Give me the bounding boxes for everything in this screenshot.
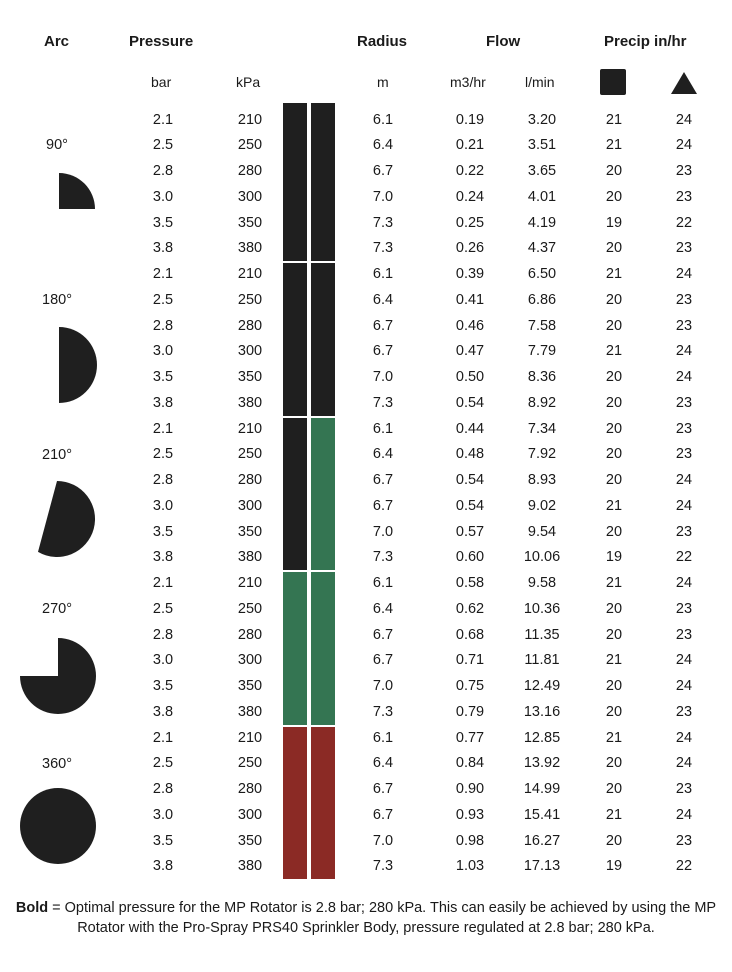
cell-precip-triangle: 24 bbox=[675, 369, 693, 385]
cell-kpa: 350 bbox=[237, 832, 263, 849]
cell-precip-triangle: 23 bbox=[675, 832, 693, 849]
unit-m3hr: m3/hr bbox=[450, 74, 486, 90]
cell-kpa: 380 bbox=[237, 394, 263, 411]
cell-radius: 6.4 bbox=[372, 755, 394, 772]
cell-precip-triangle: 24 bbox=[675, 806, 693, 823]
cell-bar: 3.0 bbox=[152, 497, 174, 514]
unit-bar: bar bbox=[151, 74, 172, 90]
cell-radius: 6.4 bbox=[372, 137, 394, 154]
cell-lmin: 3.51 bbox=[527, 137, 557, 154]
cell-precip-triangle: 24 bbox=[675, 497, 693, 514]
cell-lmin: 12.85 bbox=[523, 729, 561, 746]
cell-kpa: 380 bbox=[237, 858, 263, 875]
cell-lmin: 7.92 bbox=[527, 446, 557, 463]
cell-precip-triangle: 24 bbox=[675, 472, 693, 488]
cell-precip-triangle: 22 bbox=[675, 549, 693, 566]
unit-m: m bbox=[377, 74, 389, 90]
cell-m3hr: 0.47 bbox=[455, 343, 485, 360]
cell-precip-triangle: 24 bbox=[675, 137, 693, 154]
cell-precip-triangle: 23 bbox=[675, 188, 693, 205]
cell-kpa: 210 bbox=[237, 729, 263, 746]
cell-radius: 7.0 bbox=[372, 832, 394, 849]
cell-lmin: 13.16 bbox=[523, 703, 561, 720]
cell-precip-square: 20 bbox=[605, 703, 623, 720]
footer-text: = Optimal pressure for the MP Rotator is 2.8 bar; 280 kPa. This can easily be achieved by using the MP Rotator with the Pro-Spray PRS40 Sprinkler Body, pressure regulated at 2.8 bar; 280 kPa. bbox=[48, 900, 717, 936]
cell-m3hr: 0.58 bbox=[455, 575, 485, 591]
cell-bar: 2.1 bbox=[152, 420, 174, 437]
cell-bar: 2.1 bbox=[152, 111, 174, 128]
cell-radius: 6.7 bbox=[372, 472, 394, 488]
cell-radius: 6.7 bbox=[372, 806, 394, 823]
cell-kpa: 210 bbox=[237, 575, 263, 591]
cell-bar: 3.0 bbox=[152, 188, 174, 205]
cell-lmin: 16.27 bbox=[523, 832, 561, 849]
header-pressure: Pressure bbox=[129, 33, 194, 50]
cell-bar: 2.8 bbox=[152, 472, 174, 488]
cell-precip-triangle: 24 bbox=[675, 678, 693, 694]
cell-precip-square: 20 bbox=[605, 626, 623, 643]
cell-precip-triangle: 23 bbox=[675, 240, 693, 257]
cell-radius: 6.7 bbox=[372, 781, 394, 797]
cell-lmin: 17.13 bbox=[523, 858, 561, 875]
cell-lmin: 10.06 bbox=[523, 549, 561, 566]
cell-m3hr: 0.21 bbox=[455, 137, 485, 154]
cell-radius: 7.3 bbox=[372, 214, 394, 231]
cell-kpa: 210 bbox=[237, 111, 263, 128]
cell-radius: 6.4 bbox=[372, 291, 394, 308]
cell-lmin: 4.37 bbox=[527, 240, 557, 257]
cell-kpa: 250 bbox=[237, 446, 263, 463]
arc-label: 210° bbox=[42, 447, 72, 463]
header-arc: Arc bbox=[44, 33, 70, 50]
cell-m3hr: 0.57 bbox=[455, 523, 485, 540]
cell-lmin: 8.93 bbox=[527, 472, 557, 488]
cell-precip-square: 21 bbox=[605, 497, 623, 514]
cell-precip-square: 20 bbox=[605, 446, 623, 463]
cell-radius: 6.4 bbox=[372, 600, 394, 617]
cell-m3hr: 0.39 bbox=[455, 266, 485, 282]
cell-m3hr: 0.25 bbox=[455, 214, 485, 231]
cell-precip-square: 21 bbox=[605, 652, 623, 669]
cell-kpa: 210 bbox=[237, 266, 263, 282]
cell-lmin: 8.36 bbox=[527, 369, 557, 385]
cell-precip-square: 20 bbox=[605, 163, 623, 179]
cell-precip-triangle: 24 bbox=[675, 729, 693, 746]
cell-bar: 3.5 bbox=[152, 832, 174, 849]
optimal-pressure-bar bbox=[283, 418, 307, 571]
unit-kpa: kPa bbox=[236, 74, 261, 90]
cell-lmin: 11.35 bbox=[524, 626, 560, 643]
cell-m3hr: 0.90 bbox=[455, 781, 485, 797]
arc-label: 90° bbox=[46, 137, 68, 153]
cell-bar: 2.5 bbox=[152, 600, 174, 617]
cell-precip-square: 21 bbox=[605, 137, 623, 154]
cell-radius: 7.3 bbox=[372, 858, 394, 875]
cell-precip-triangle: 23 bbox=[675, 781, 693, 797]
cell-kpa: 280 bbox=[237, 781, 263, 797]
header-flow: Flow bbox=[486, 33, 521, 50]
cell-precip-square: 20 bbox=[605, 472, 623, 488]
cell-radius: 7.3 bbox=[372, 240, 394, 257]
square-icon bbox=[600, 69, 626, 95]
cell-lmin: 15.41 bbox=[523, 806, 561, 823]
cell-precip-square: 19 bbox=[605, 549, 623, 566]
cell-radius: 6.7 bbox=[372, 626, 394, 643]
optimal-pressure-bar bbox=[311, 418, 335, 571]
three-quarter-circle-icon bbox=[18, 636, 98, 716]
cell-bar: 3.5 bbox=[152, 678, 174, 694]
cell-kpa: 300 bbox=[237, 652, 263, 669]
optimal-pressure-bar bbox=[311, 103, 335, 262]
cell-bar: 2.1 bbox=[152, 575, 174, 591]
cell-radius: 6.1 bbox=[372, 111, 394, 128]
cell-radius: 7.3 bbox=[372, 394, 394, 411]
cell-kpa: 250 bbox=[237, 137, 263, 154]
cell-precip-square: 20 bbox=[605, 781, 623, 797]
arc-label: 180° bbox=[42, 292, 72, 308]
cell-precip-square: 19 bbox=[605, 214, 623, 231]
cell-m3hr: 0.44 bbox=[455, 420, 485, 437]
triangle-icon bbox=[671, 72, 697, 94]
cell-m3hr: 0.22 bbox=[455, 163, 485, 179]
cell-precip-triangle: 23 bbox=[675, 420, 693, 437]
cell-precip-triangle: 23 bbox=[675, 291, 693, 308]
cell-m3hr: 0.62 bbox=[455, 600, 485, 617]
cell-radius: 7.3 bbox=[372, 703, 394, 720]
cell-precip-square: 21 bbox=[605, 806, 623, 823]
cell-m3hr: 0.50 bbox=[455, 369, 485, 385]
cell-bar: 3.8 bbox=[152, 394, 174, 411]
cell-m3hr: 0.75 bbox=[455, 678, 485, 694]
cell-precip-triangle: 24 bbox=[675, 755, 693, 772]
cell-precip-triangle: 23 bbox=[675, 317, 693, 334]
cell-precip-square: 21 bbox=[605, 343, 623, 360]
cell-m3hr: 0.84 bbox=[455, 755, 485, 772]
cell-lmin: 9.58 bbox=[527, 575, 557, 591]
cell-m3hr: 1.03 bbox=[455, 858, 485, 875]
cell-bar: 2.8 bbox=[152, 781, 174, 797]
cell-bar: 2.8 bbox=[152, 163, 174, 179]
header-precip: Precip in/hr bbox=[604, 33, 687, 50]
cell-m3hr: 0.98 bbox=[455, 832, 485, 849]
cell-precip-square: 20 bbox=[605, 755, 623, 772]
cell-bar: 2.5 bbox=[152, 137, 174, 154]
header-radius: Radius bbox=[357, 33, 408, 50]
optimal-pressure-bar bbox=[283, 727, 307, 880]
cell-precip-triangle: 24 bbox=[675, 111, 693, 128]
cell-precip-square: 20 bbox=[605, 420, 623, 437]
cell-radius: 6.1 bbox=[372, 420, 394, 437]
cell-lmin: 14.99 bbox=[523, 781, 561, 797]
cell-m3hr: 0.19 bbox=[455, 111, 485, 128]
cell-radius: 6.1 bbox=[372, 266, 394, 282]
cell-kpa: 350 bbox=[237, 678, 263, 694]
cell-precip-triangle: 23 bbox=[675, 163, 693, 179]
cell-precip-triangle: 23 bbox=[675, 703, 693, 720]
cell-kpa: 280 bbox=[237, 317, 263, 334]
cell-kpa: 350 bbox=[237, 369, 263, 385]
cell-precip-square: 21 bbox=[605, 111, 623, 128]
cell-bar: 3.8 bbox=[152, 240, 174, 257]
cell-kpa: 300 bbox=[237, 497, 263, 514]
cell-kpa: 300 bbox=[237, 188, 263, 205]
cell-kpa: 380 bbox=[237, 240, 263, 257]
cell-bar: 3.5 bbox=[152, 369, 174, 385]
cell-m3hr: 0.71 bbox=[455, 652, 485, 669]
cell-precip-triangle: 24 bbox=[675, 575, 693, 591]
optimal-pressure-bar bbox=[311, 263, 335, 416]
cell-radius: 6.7 bbox=[372, 652, 394, 669]
cell-kpa: 350 bbox=[237, 214, 263, 231]
cell-lmin: 13.92 bbox=[523, 755, 561, 772]
cell-lmin: 7.58 bbox=[527, 317, 557, 334]
cell-lmin: 3.20 bbox=[527, 111, 557, 128]
cell-m3hr: 0.48 bbox=[455, 446, 485, 463]
footer-note bbox=[10, 898, 722, 938]
cell-radius: 6.7 bbox=[372, 317, 394, 334]
optimal-pressure-bar bbox=[283, 103, 307, 262]
cell-bar: 3.0 bbox=[152, 806, 174, 823]
cell-radius: 7.3 bbox=[372, 549, 394, 566]
cell-m3hr: 0.54 bbox=[455, 394, 485, 411]
cell-radius: 7.0 bbox=[372, 523, 394, 540]
cell-lmin: 7.79 bbox=[527, 343, 557, 360]
cell-precip-square: 20 bbox=[605, 600, 623, 617]
cell-m3hr: 0.26 bbox=[455, 240, 485, 257]
cell-bar: 3.8 bbox=[152, 549, 174, 566]
cell-precip-square: 20 bbox=[605, 240, 623, 257]
cell-precip-square: 21 bbox=[605, 266, 623, 282]
cell-kpa: 210 bbox=[237, 420, 263, 437]
cell-precip-triangle: 23 bbox=[675, 626, 693, 643]
cell-kpa: 380 bbox=[237, 549, 263, 566]
cell-precip-square: 20 bbox=[605, 678, 623, 694]
cell-lmin: 3.65 bbox=[527, 163, 557, 179]
cell-kpa: 280 bbox=[237, 472, 263, 488]
cell-kpa: 250 bbox=[237, 755, 263, 772]
cell-bar: 3.0 bbox=[152, 343, 174, 360]
cell-kpa: 300 bbox=[237, 343, 263, 360]
unit-lmin: l/min bbox=[525, 74, 555, 90]
cell-bar: 3.8 bbox=[152, 858, 174, 875]
cell-radius: 6.4 bbox=[372, 446, 394, 463]
cell-precip-triangle: 23 bbox=[675, 523, 693, 540]
cell-precip-square: 20 bbox=[605, 369, 623, 385]
cell-lmin: 9.02 bbox=[527, 497, 557, 514]
cell-radius: 6.1 bbox=[372, 729, 394, 746]
cell-bar: 3.0 bbox=[152, 652, 174, 669]
cell-bar: 3.8 bbox=[152, 703, 174, 720]
cell-lmin: 6.86 bbox=[527, 291, 557, 308]
cell-precip-square: 20 bbox=[605, 523, 623, 540]
cell-m3hr: 0.24 bbox=[455, 188, 485, 205]
cell-m3hr: 0.77 bbox=[455, 729, 485, 746]
optimal-pressure-bar bbox=[311, 727, 335, 880]
cell-bar: 2.1 bbox=[152, 266, 174, 282]
cell-bar: 2.1 bbox=[152, 729, 174, 746]
optimal-pressure-bar bbox=[311, 572, 335, 725]
cell-precip-triangle: 24 bbox=[675, 343, 693, 360]
cell-precip-triangle: 22 bbox=[675, 214, 693, 231]
cell-bar: 2.8 bbox=[152, 626, 174, 643]
cell-m3hr: 0.41 bbox=[455, 291, 485, 308]
cell-lmin: 12.49 bbox=[523, 678, 561, 694]
cell-radius: 6.7 bbox=[372, 163, 394, 179]
cell-m3hr: 0.60 bbox=[455, 549, 485, 566]
cell-kpa: 250 bbox=[237, 600, 263, 617]
210-degree-arc-icon bbox=[17, 479, 97, 559]
cell-radius: 6.1 bbox=[372, 575, 394, 591]
arc-label: 360° bbox=[42, 756, 72, 772]
cell-kpa: 250 bbox=[237, 291, 263, 308]
cell-lmin: 6.50 bbox=[527, 266, 557, 282]
optimal-pressure-bar bbox=[283, 572, 307, 725]
cell-lmin: 4.01 bbox=[527, 188, 557, 205]
cell-bar: 3.5 bbox=[152, 214, 174, 231]
optimal-pressure-bar bbox=[283, 263, 307, 416]
cell-bar: 3.5 bbox=[152, 523, 174, 540]
cell-precip-square: 20 bbox=[605, 832, 623, 849]
cell-bar: 2.8 bbox=[152, 317, 174, 334]
cell-bar: 2.5 bbox=[152, 291, 174, 308]
cell-precip-square: 20 bbox=[605, 291, 623, 308]
cell-radius: 7.0 bbox=[372, 369, 394, 385]
quarter-circle-icon bbox=[19, 169, 99, 249]
cell-precip-triangle: 23 bbox=[675, 446, 693, 463]
cell-radius: 7.0 bbox=[372, 678, 394, 694]
cell-radius: 7.0 bbox=[372, 188, 394, 205]
cell-kpa: 280 bbox=[237, 163, 263, 179]
half-circle-icon bbox=[19, 325, 99, 405]
cell-kpa: 380 bbox=[237, 703, 263, 720]
cell-lmin: 11.81 bbox=[524, 652, 560, 669]
cell-kpa: 350 bbox=[237, 523, 263, 540]
cell-lmin: 10.36 bbox=[523, 600, 561, 617]
cell-precip-square: 20 bbox=[605, 188, 623, 205]
cell-lmin: 9.54 bbox=[527, 523, 557, 540]
cell-m3hr: 0.79 bbox=[455, 703, 485, 720]
cell-kpa: 300 bbox=[237, 806, 263, 823]
cell-precip-triangle: 23 bbox=[675, 394, 693, 411]
cell-radius: 6.7 bbox=[372, 497, 394, 514]
arc-label: 270° bbox=[42, 601, 72, 617]
cell-precip-triangle: 22 bbox=[675, 858, 693, 875]
cell-m3hr: 0.54 bbox=[455, 472, 485, 488]
cell-precip-square: 21 bbox=[605, 729, 623, 746]
cell-radius: 6.7 bbox=[372, 343, 394, 360]
cell-precip-triangle: 24 bbox=[675, 652, 693, 669]
cell-precip-triangle: 23 bbox=[675, 600, 693, 617]
cell-m3hr: 0.68 bbox=[455, 626, 485, 643]
cell-precip-square: 20 bbox=[605, 394, 623, 411]
cell-precip-triangle: 24 bbox=[675, 266, 693, 282]
full-circle-icon bbox=[18, 786, 98, 866]
cell-precip-square: 21 bbox=[605, 575, 623, 591]
cell-m3hr: 0.93 bbox=[455, 806, 485, 823]
cell-bar: 2.5 bbox=[152, 755, 174, 772]
cell-precip-square: 19 bbox=[605, 858, 623, 875]
cell-m3hr: 0.46 bbox=[455, 317, 485, 334]
cell-precip-square: 20 bbox=[605, 317, 623, 334]
cell-bar: 2.5 bbox=[152, 446, 174, 463]
cell-m3hr: 0.54 bbox=[455, 497, 485, 514]
cell-kpa: 280 bbox=[237, 626, 263, 643]
cell-lmin: 7.34 bbox=[527, 420, 557, 437]
cell-lmin: 4.19 bbox=[527, 214, 557, 231]
footer-bold: Bold bbox=[15, 900, 49, 916]
cell-lmin: 8.92 bbox=[527, 394, 557, 411]
